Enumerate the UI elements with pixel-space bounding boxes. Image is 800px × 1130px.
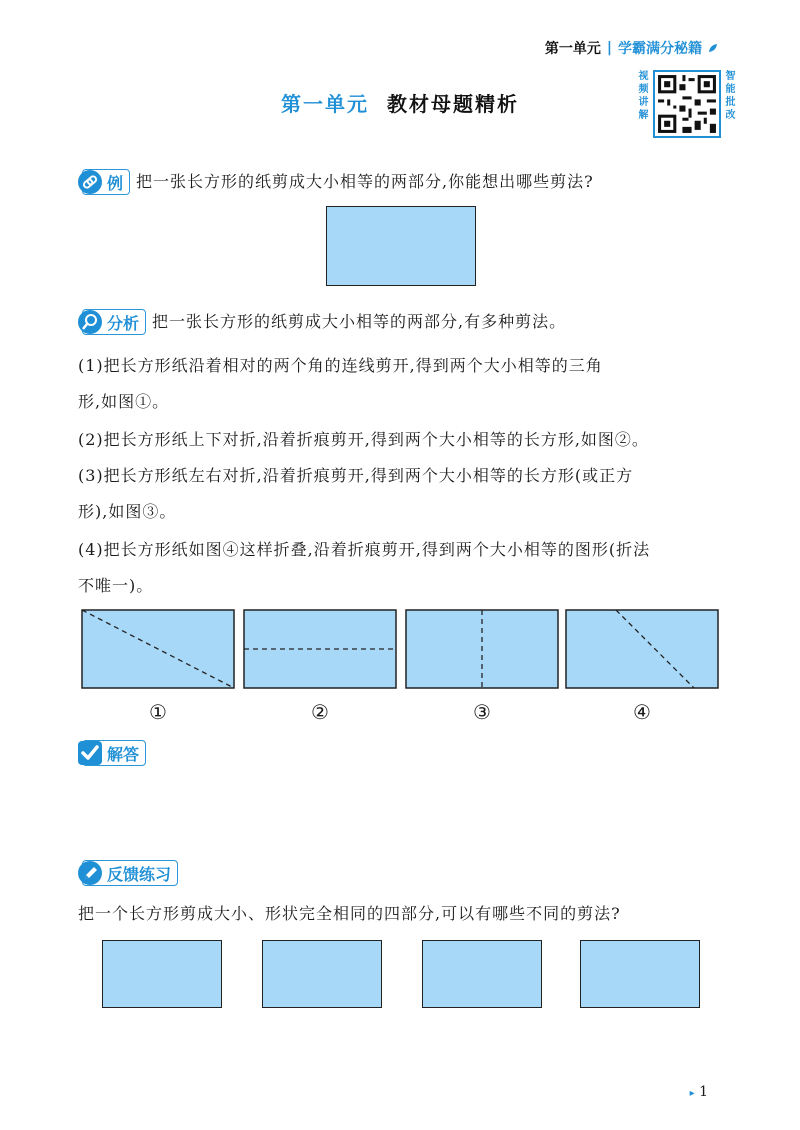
analysis-item-4b: 不唯一)。 (78, 576, 154, 595)
link-icon (77, 169, 103, 195)
running-header (545, 38, 718, 58)
figure-1 (82, 610, 234, 688)
feedback-row (82, 860, 178, 886)
answer-tag-label: 解答 (107, 744, 140, 764)
figure-label-2: ② (311, 700, 329, 724)
figure-label-3: ③ (473, 700, 491, 724)
figure-3 (406, 610, 558, 688)
analysis-item-4a: (4)把长方形纸如图④这样折叠,沿着折痕剪开,得到两个大小相等的图形(折法 (78, 540, 651, 559)
page-title (0, 88, 800, 117)
analysis-tag (82, 309, 146, 335)
figure-label-1: ① (149, 700, 167, 724)
leaf-icon (708, 43, 718, 53)
checkmark-icon (77, 740, 103, 766)
feedback-rectangle-2 (262, 940, 382, 1008)
page-marker-icon: ▸ (689, 1088, 695, 1099)
figure-4 (566, 610, 718, 688)
example-rectangle (326, 206, 476, 286)
feedback-tag (82, 860, 178, 886)
analysis-row (82, 306, 566, 338)
answer-tag (82, 740, 146, 766)
feedback-rectangle-3 (422, 940, 542, 1008)
feedback-question: 把一个长方形剪成大小、形状完全相同的四部分,可以有哪些不同的剪法? (78, 904, 621, 923)
analysis-item-2: (2)把长方形纸上下对折,沿着折痕剪开,得到两个大小相等的长方形,如图②。 (78, 430, 649, 449)
analysis-item-3a: (3)把长方形纸左右对折,沿着折痕剪开,得到两个大小相等的长方形(或正方 (78, 466, 634, 485)
title-main: 教材母题精析 (387, 92, 519, 116)
page-number: 1 (699, 1084, 708, 1100)
example-row (82, 166, 594, 198)
answer-row (82, 740, 146, 766)
magnifier-icon (77, 309, 103, 335)
figure-2 (244, 610, 396, 688)
example-question: 把一张长方形的纸剪成大小相等的两部分,你能想出哪些剪法? (136, 172, 594, 191)
analysis-item-1a: (1)把长方形纸沿着相对的两个角的连线剪开,得到两个大小相等的三角 (78, 356, 603, 375)
analysis-item-3b: 形),如图③。 (78, 502, 177, 521)
feedback-rectangle-1 (102, 940, 222, 1008)
feedback-rectangle-4 (580, 940, 700, 1008)
pencil-icon (77, 860, 103, 886)
example-tag-label: 例 (107, 173, 124, 193)
analysis-intro: 把一张长方形的纸剪成大小相等的两部分,有多种剪法。 (152, 312, 567, 331)
header-subtitle: 学霸满分秘籍 (618, 41, 702, 57)
example-tag (82, 169, 130, 195)
cut-diagrams (80, 608, 720, 692)
qr-right-text: 智能批改 (725, 71, 736, 121)
analysis-tag-label: 分析 (107, 313, 140, 333)
header-unit: 第一单元 (544, 41, 601, 57)
feedback-tag-label: 反馈练习 (107, 864, 172, 884)
page-number-row (690, 1084, 708, 1100)
figure-label-4: ④ (633, 700, 651, 724)
qr-left-text: 视频讲解 (638, 71, 649, 121)
title-unit: 第一单元 (281, 92, 369, 116)
header-divider: | (606, 40, 612, 56)
analysis-item-1b: 形,如图①。 (78, 392, 170, 411)
